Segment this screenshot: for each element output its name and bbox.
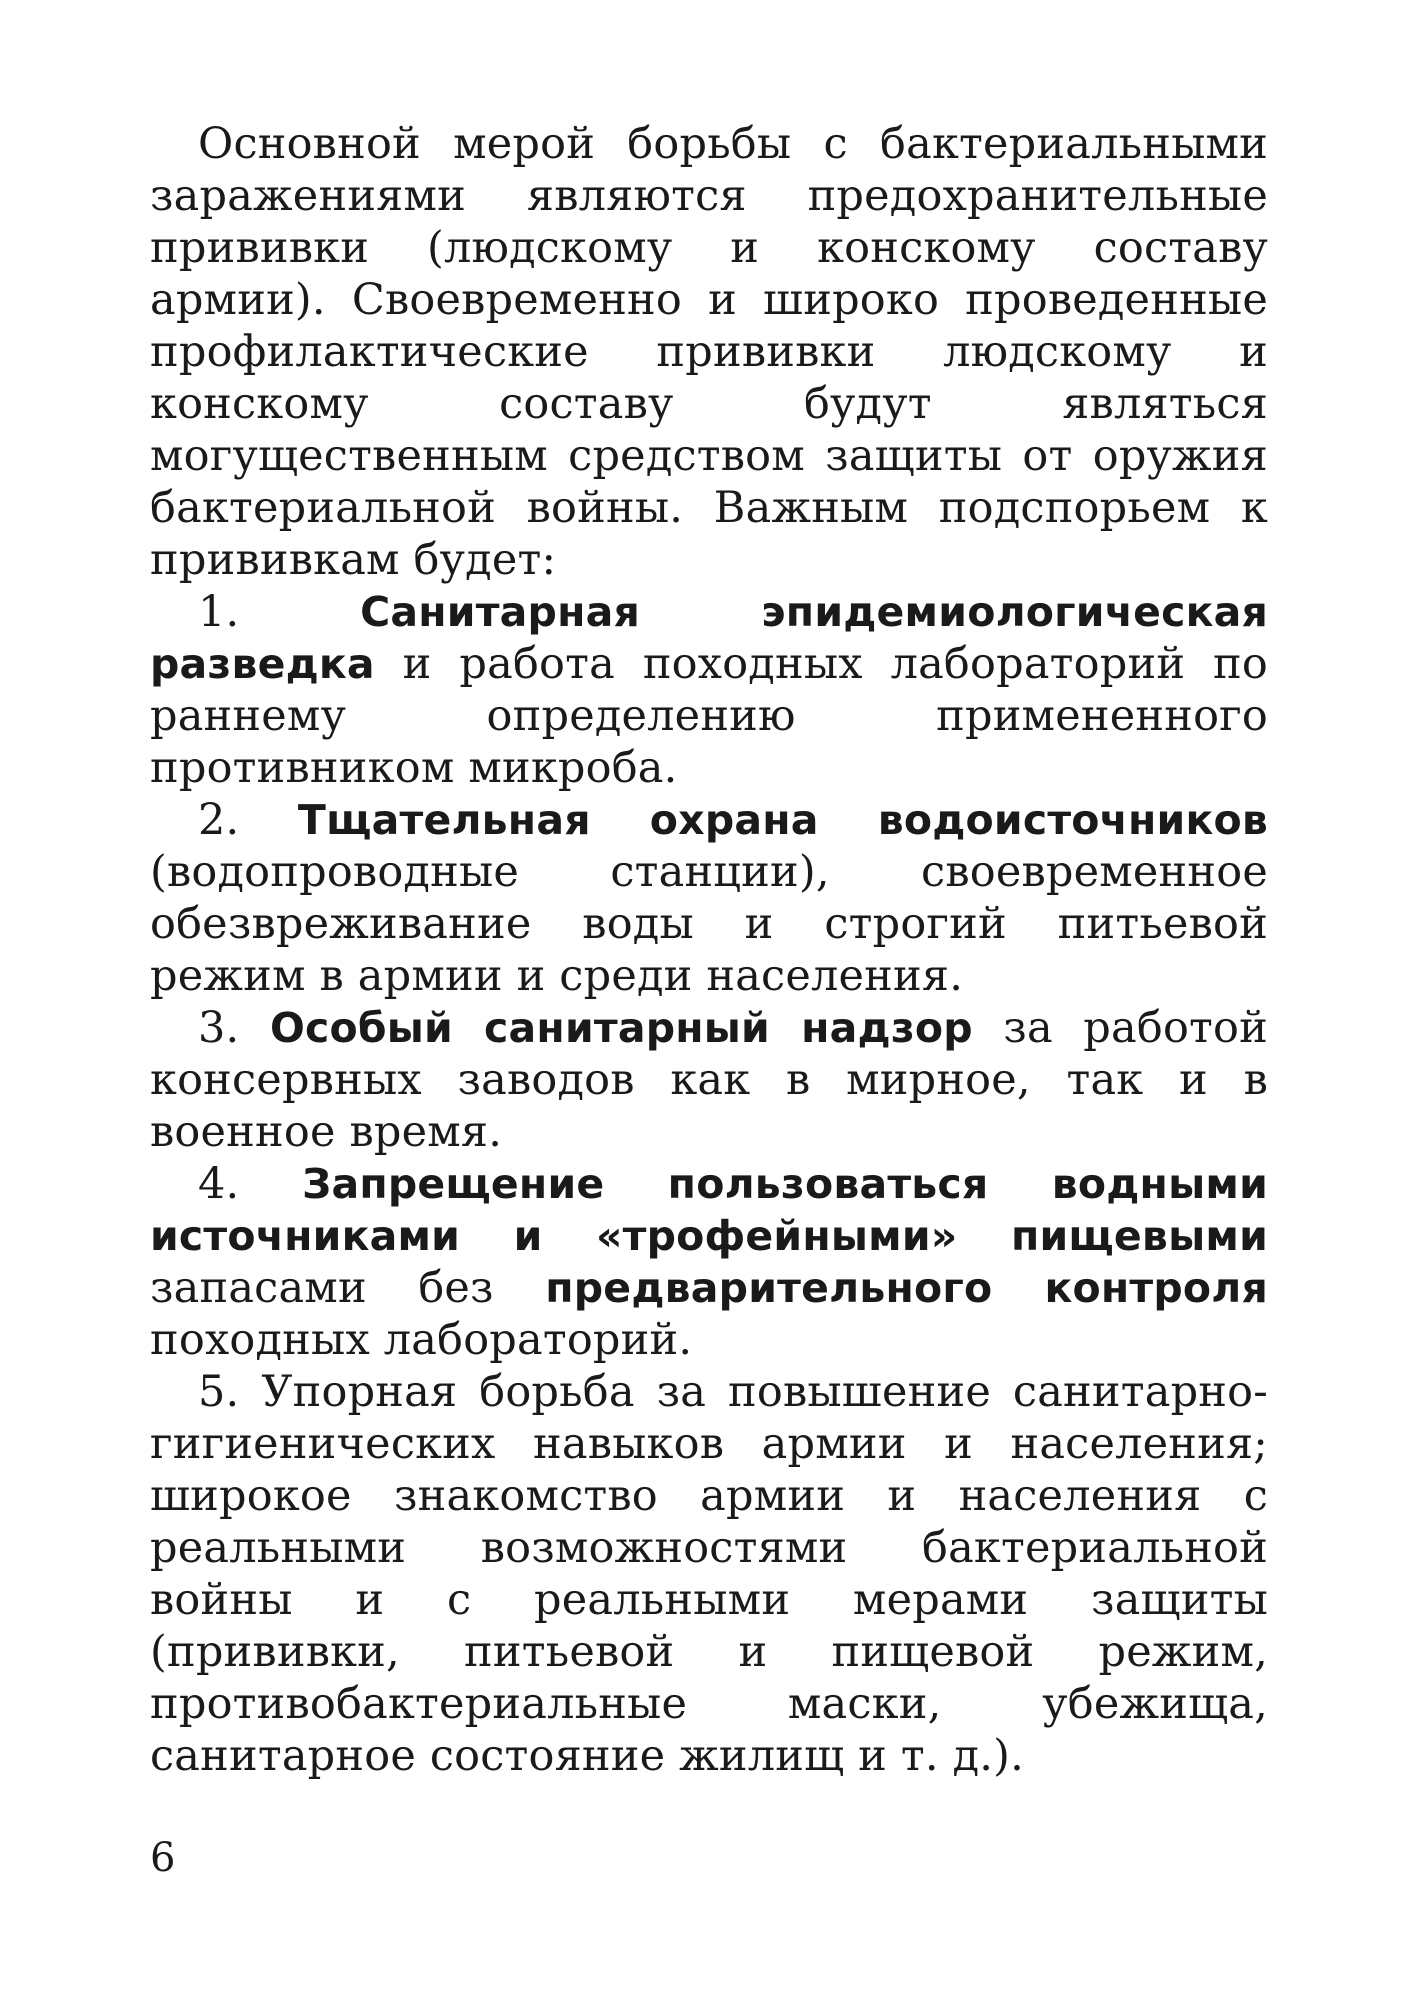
list-item-3 <box>150 1002 1268 1158</box>
list-item-1 <box>150 586 1268 794</box>
item-bold-text: Запрещение пользоваться водными источниками и «трофейными» пищевыми <box>150 1160 1269 1260</box>
item-text: и работа походных лабораторий по раннему определению примененного противником микроба. <box>150 639 1268 793</box>
page-body <box>150 118 1268 1782</box>
list-item-2 <box>150 794 1268 1002</box>
item-text: запасами без <box>150 1263 494 1313</box>
item-bold-text: Санитарная эпидемиологическая разведка <box>150 588 1268 688</box>
list-item-5 <box>150 1366 1268 1782</box>
item-bold-text: Тщательная охрана водоисточников <box>297 796 1269 844</box>
item-number: 3. <box>198 1003 240 1053</box>
item-text: Упорная борьба за повышение санитарно-гигиенических навыков армии и населения; широкое знакомство армии и населения с реальными возможностями бактериальной войны и с реальными мерами защиты (прививки, питьевой и пищевой режим, противобактериальные маски, убежища, санитарное состояние жилищ и т. д.). <box>150 1367 1268 1781</box>
list-item-4 <box>150 1158 1268 1366</box>
item-bold-text-2: предварительного контроля <box>545 1264 1268 1312</box>
item-text-2: походных лабораторий. <box>150 1315 693 1365</box>
item-text: за работой консервных заводов как в мирное, так и в военное время. <box>150 1003 1268 1157</box>
item-number: 2. <box>198 795 240 845</box>
item-number: 5. <box>198 1367 240 1417</box>
item-bold-text: Особый санитарный надзор <box>269 1004 973 1052</box>
intro-paragraph: Основной мерой борьбы с бактериальными заражениями являются предохранительные прививки (людскому и конскому составу армии). Своевременно и широко проведенные профилактические прививки людскому и конскому составу будут являться могущественным средством защиты от оружия бактериальной войны. Важным подспорьем к прививкам будет: <box>150 119 1268 585</box>
page-number: 6 <box>150 1835 176 1881</box>
item-number: 4. <box>198 1159 240 1209</box>
item-text: (водопроводные станции), своевременное обезвреживание воды и строгий питьевой режим в армии и среди населения. <box>150 847 1268 1001</box>
item-number: 1. <box>198 587 240 637</box>
